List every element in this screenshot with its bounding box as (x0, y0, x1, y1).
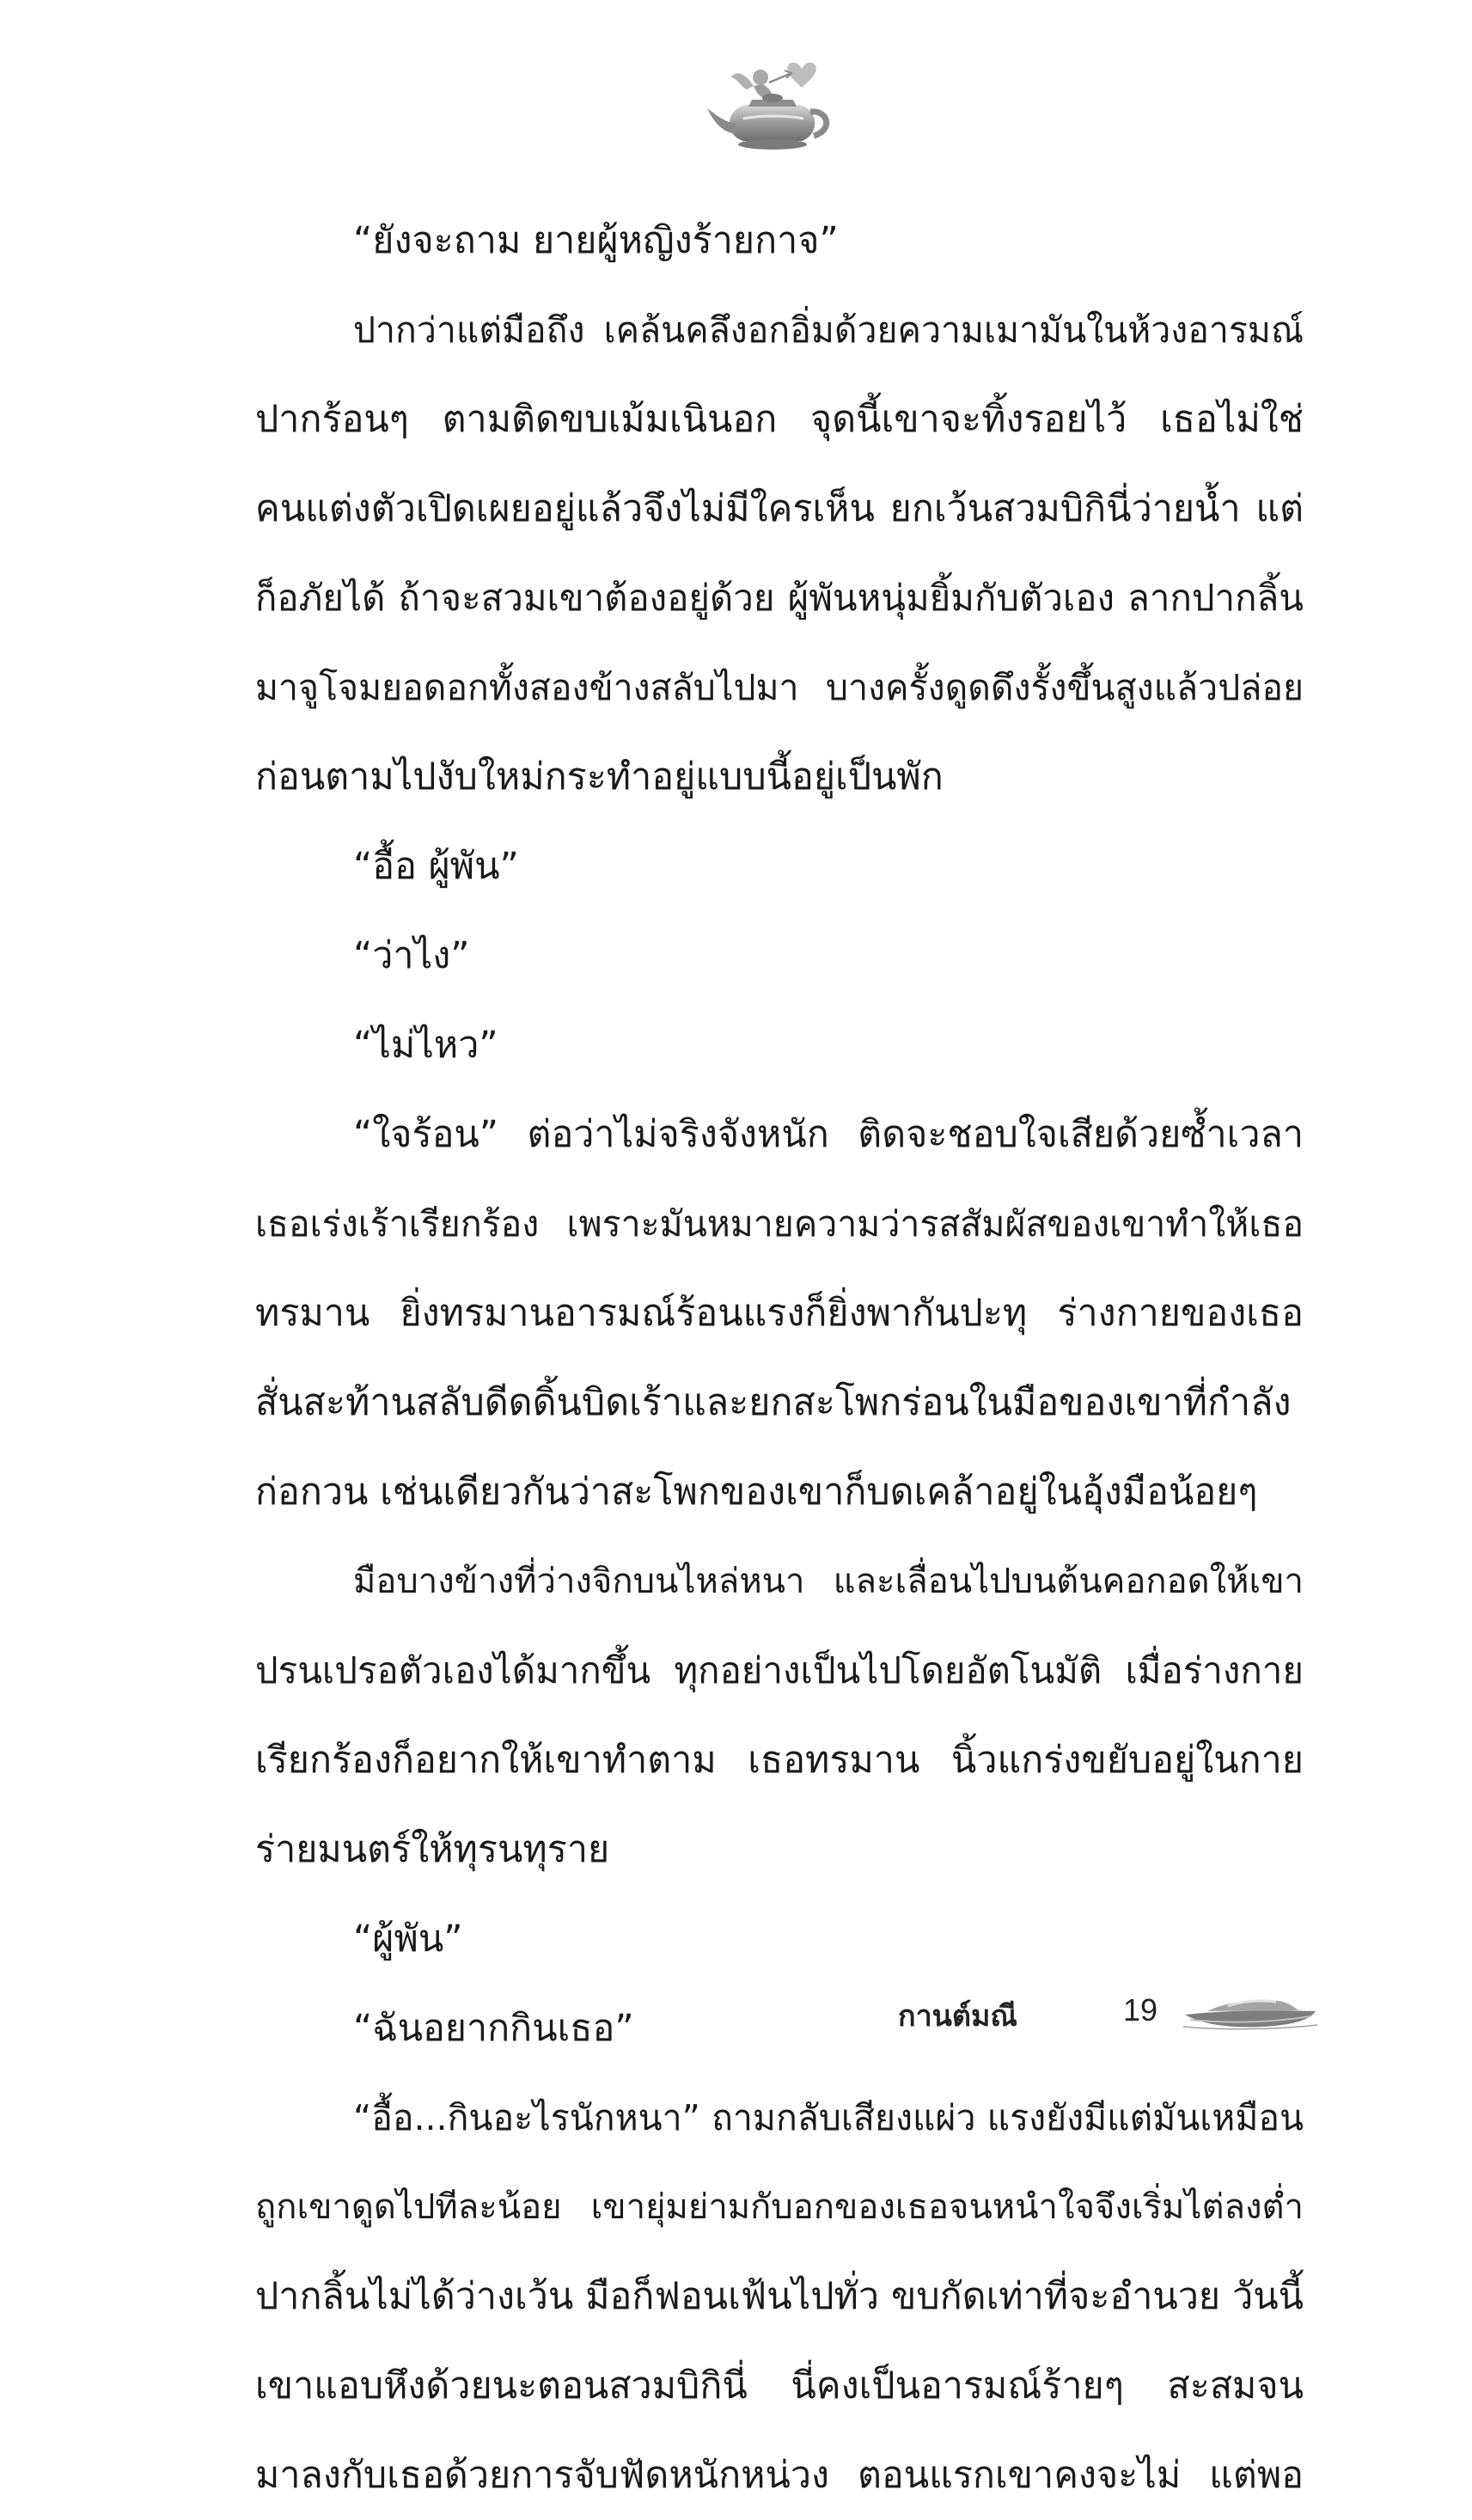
text-line: ปรนเปรอตัวเองได้มากขึ้น ทุกอย่างเป็นไปโดยอัตโนมัติ เมื่อร่างกาย (255, 1649, 1304, 1691)
text-line: ปากร้อนๆ ตามติดขบเม้มเนินอก จุดนี้เขาจะทิ้งรอยไว้ เธอไม่ใช่ (255, 398, 1304, 441)
text-line: “อื้อ...กินอะไรนักหนา” ถามกลับเสียงแผ่ว แรงยังมีแต่มันเหมือน (353, 2097, 1304, 2138)
text-line: เขาแอบหึงด้วยนะตอนสวมบิกินี่ นี่คงเป็นอารมณ์ร้ายๆ สะสมจน (255, 2364, 1304, 2407)
body-text (255, 196, 1304, 2520)
page-number: 19 (1123, 1992, 1158, 2028)
text-line: มาจูโจมยอดอกทั้งสองข้างสลับไปมา บางครั้งดูดดึงรั้งขึ้นสูงแล้วปล่อย (255, 667, 1304, 708)
text-line: ปากว่าแต่มือถึง เคล้นคลึงอกอิ่มด้วยความเมามันในห้วงอารมณ์ (353, 309, 1304, 351)
text-line: มือบางข้างที่ว่างจิกบนไหล่หนา และเลื่อนไปบนต้นคอกอดให้เขา (353, 1562, 1304, 1601)
text-line: “ฉันอยากกินเธอ” (353, 2007, 634, 2050)
text-line: “ไม่ไหว” (353, 1024, 498, 1067)
text-line: มาลงกับเธอด้วยการจับฟัดหนักหน่วง ตอนแรกเขาคงจะไม่ แต่พอ (255, 2454, 1304, 2497)
text-line: ก่อกวน เช่นเดียวกันว่าสะโพกของเขาก็บดเคล้าอยู่ในอุ้งมือน้อยๆ (255, 1471, 1258, 1514)
text-line: สั่นสะท้านสลับดีดดิ้นบิดเร้าและยกสะโพกร่อนในมือของเขาที่กำลัง (255, 1381, 1292, 1424)
text-line: เรียกร้องก็อยากให้เขาทำตาม เธอทรมาน นิ้วแกร่งขยับอยู่ในกาย (255, 1739, 1304, 1782)
text-line: ถูกเขาดูดไปทีละน้อย เขายุ่มย่ามกับอกของเธอจนหนำใจจึงเริ่มไต่ลงต่ำ (255, 2187, 1304, 2227)
text-line: “ใจร้อน” ต่อว่าไม่จริงจังหนัก ติดจะชอบใจเสียด้วยซ้ำเวลา (353, 1113, 1304, 1156)
text-line: “ยังจะถาม ยายผู้หญิงร้ายกาจ” (353, 219, 839, 262)
text-line: คนแต่งตัวเปิดเผยอยู่แล้วจึงไม่มีใครเห็น ยกเว้นสวมบิกินี่ว่ายน้ำ แต่ (255, 487, 1304, 530)
text-line: “ว่าไง” (353, 934, 470, 977)
cupid-teapot-emblem-icon (700, 52, 846, 163)
boat-icon (1182, 1989, 1319, 2032)
text-line: ร่ายมนตร์ให้ทุรนทุราย (255, 1828, 610, 1871)
book-title: กานต์มณี (898, 1999, 1017, 2034)
text-line: ปากลิ้นไม่ได้ว่างเว้น มือก็ฟอนเฟ้นไปทั่ว ขบกัดเท่าที่จะอำนวย วันนี้ (255, 2275, 1304, 2318)
text-line: ก็อภัยได้ ถ้าจะสวมเขาต้องอยู่ด้วย ผู้พันหนุ่มยิ้มกับตัวเอง ลากปากลิ้น (255, 577, 1304, 619)
text-line: ทรมาน ยิ่งทรมานอารมณ์ร้อนแรงก็ยิ่งพากันปะทุ ร่างกายของเธอ (255, 1292, 1304, 1335)
page-footer (898, 1985, 1328, 2037)
text-line: เธอเร่งเร้าเรียกร้อง เพราะมันหมายความว่ารสสัมผัสของเขาทำให้เธอ (255, 1203, 1304, 1245)
text-line: ก่อนตามไปงับใหม่กระทำอยู่แบบนี้อยู่เป็นพัก (255, 755, 944, 798)
text-line: “ผู้พัน” (353, 1918, 463, 1960)
text-line: “อื้อ ผู้พัน” (353, 845, 519, 888)
